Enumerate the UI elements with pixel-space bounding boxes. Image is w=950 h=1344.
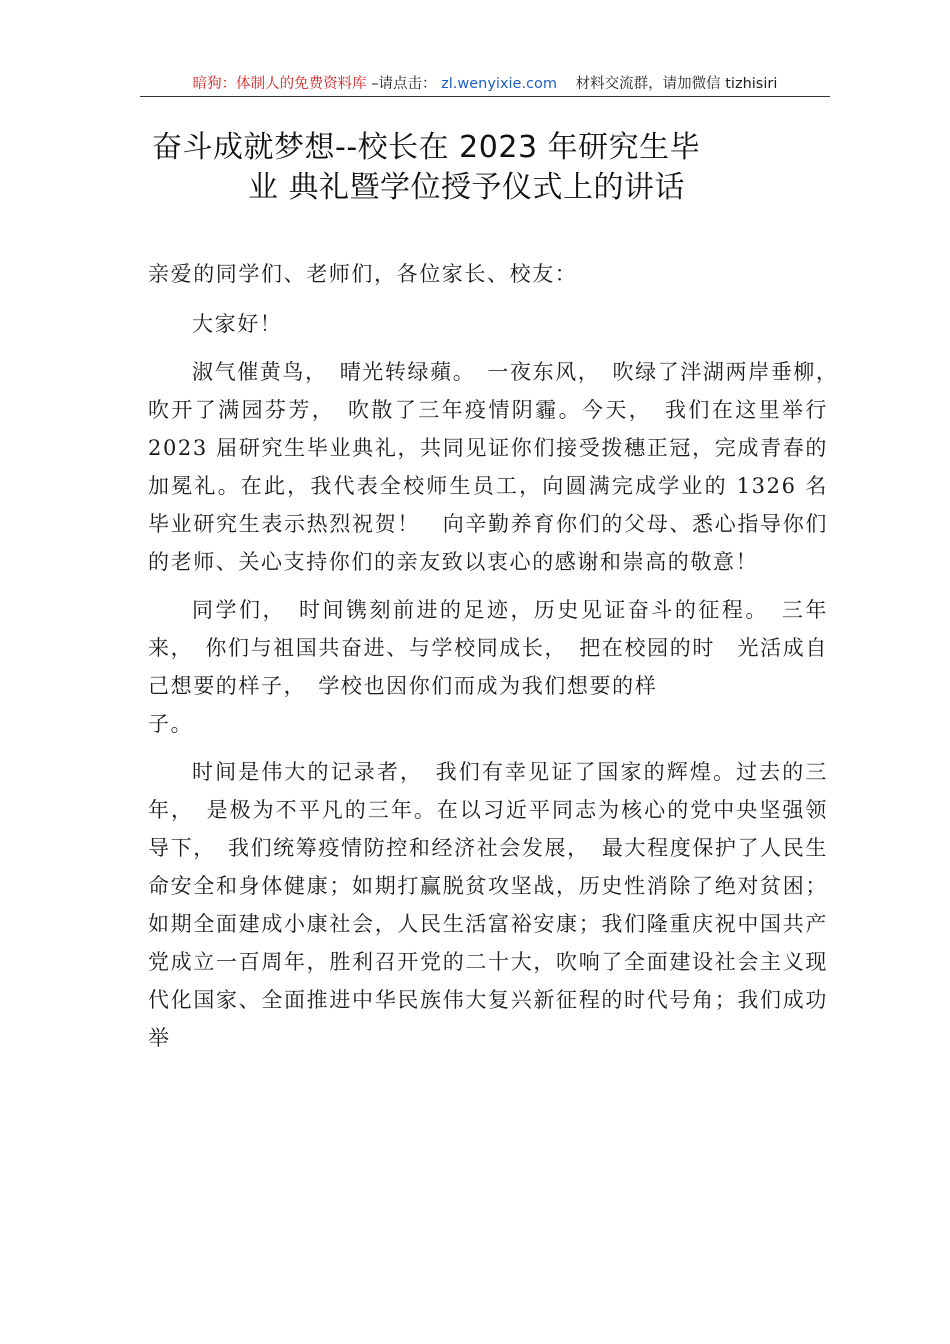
paragraph-2-continuation: 子。 xyxy=(148,712,194,736)
header-divider xyxy=(140,96,830,97)
header-group-note: 材料交流群，请加微信 tizhisiri xyxy=(575,76,778,92)
header-click-prompt: –请点击： xyxy=(371,76,437,92)
paragraph-2: 同学们， 时间镌刻前进的足迹，历史见证奋斗的征程。 三年来， 你们与祖国共奋进、与学校同成长， 把在校园的时 光活成自己想要的样子， 学校也因你们而成为我们想要的样 xyxy=(148,598,828,698)
salutation: 亲爱的同学们、老师们，各位家长、校友： xyxy=(148,262,578,286)
page-header xyxy=(140,72,830,96)
greeting: 大家好！ xyxy=(192,312,283,336)
paragraph-1: 淑气催黄鸟， 晴光转绿蘋。 一夜东风， 吹绿了泮湖两岸垂柳， 吹开了满园芬芳， 吹散了三年疫情阴霾。今天， 我们在这里举行 2023 届研究生毕业典礼，共同见证你们接受拨穗正冠，完成青春的加冕礼。在此，我代表全校师生员工，向圆满完成学业的 1326 名毕业研究生表示热烈祝贺！ 向辛勤养育你们的父母、悉心指导你们的老师、关心支持你们的亲友致以衷心的感谢和崇高的敬意！ xyxy=(148,360,851,574)
header-url-link[interactable]: zl.wenyixie.com xyxy=(441,76,558,92)
document-title xyxy=(140,128,830,208)
paragraph-3: 时间是伟大的记录者， 我们有幸见证了国家的辉煌。过去的三年， 是极为不平凡的三年。在以习近平同志为核心的党中央坚强领导下， 我们统筹疫情防控和经济社会发展， 最大程度保护了人民生命安全和身体健康；如期打赢脱贫攻坚战，历史性消除了绝对贫困；如期全面建成小康社会，人民生活富裕安康；我们隆重庆祝中国共产党成立一百周年，胜利召开党的二十大，吹响了全面建设社会主义现代化国家、全面推进中华民族伟大复兴新征程的时代号角；我们成功举 xyxy=(148,760,828,1050)
document-body xyxy=(148,255,851,1057)
header-brand: 暗狗：体制人的免费资料库 xyxy=(192,76,367,92)
title-line-2: 业 典礼暨学位授予仪式上的讲话 xyxy=(248,170,686,205)
title-line-1: 奋斗成就梦想--校长在 2023 年研究生毕 xyxy=(152,130,701,165)
